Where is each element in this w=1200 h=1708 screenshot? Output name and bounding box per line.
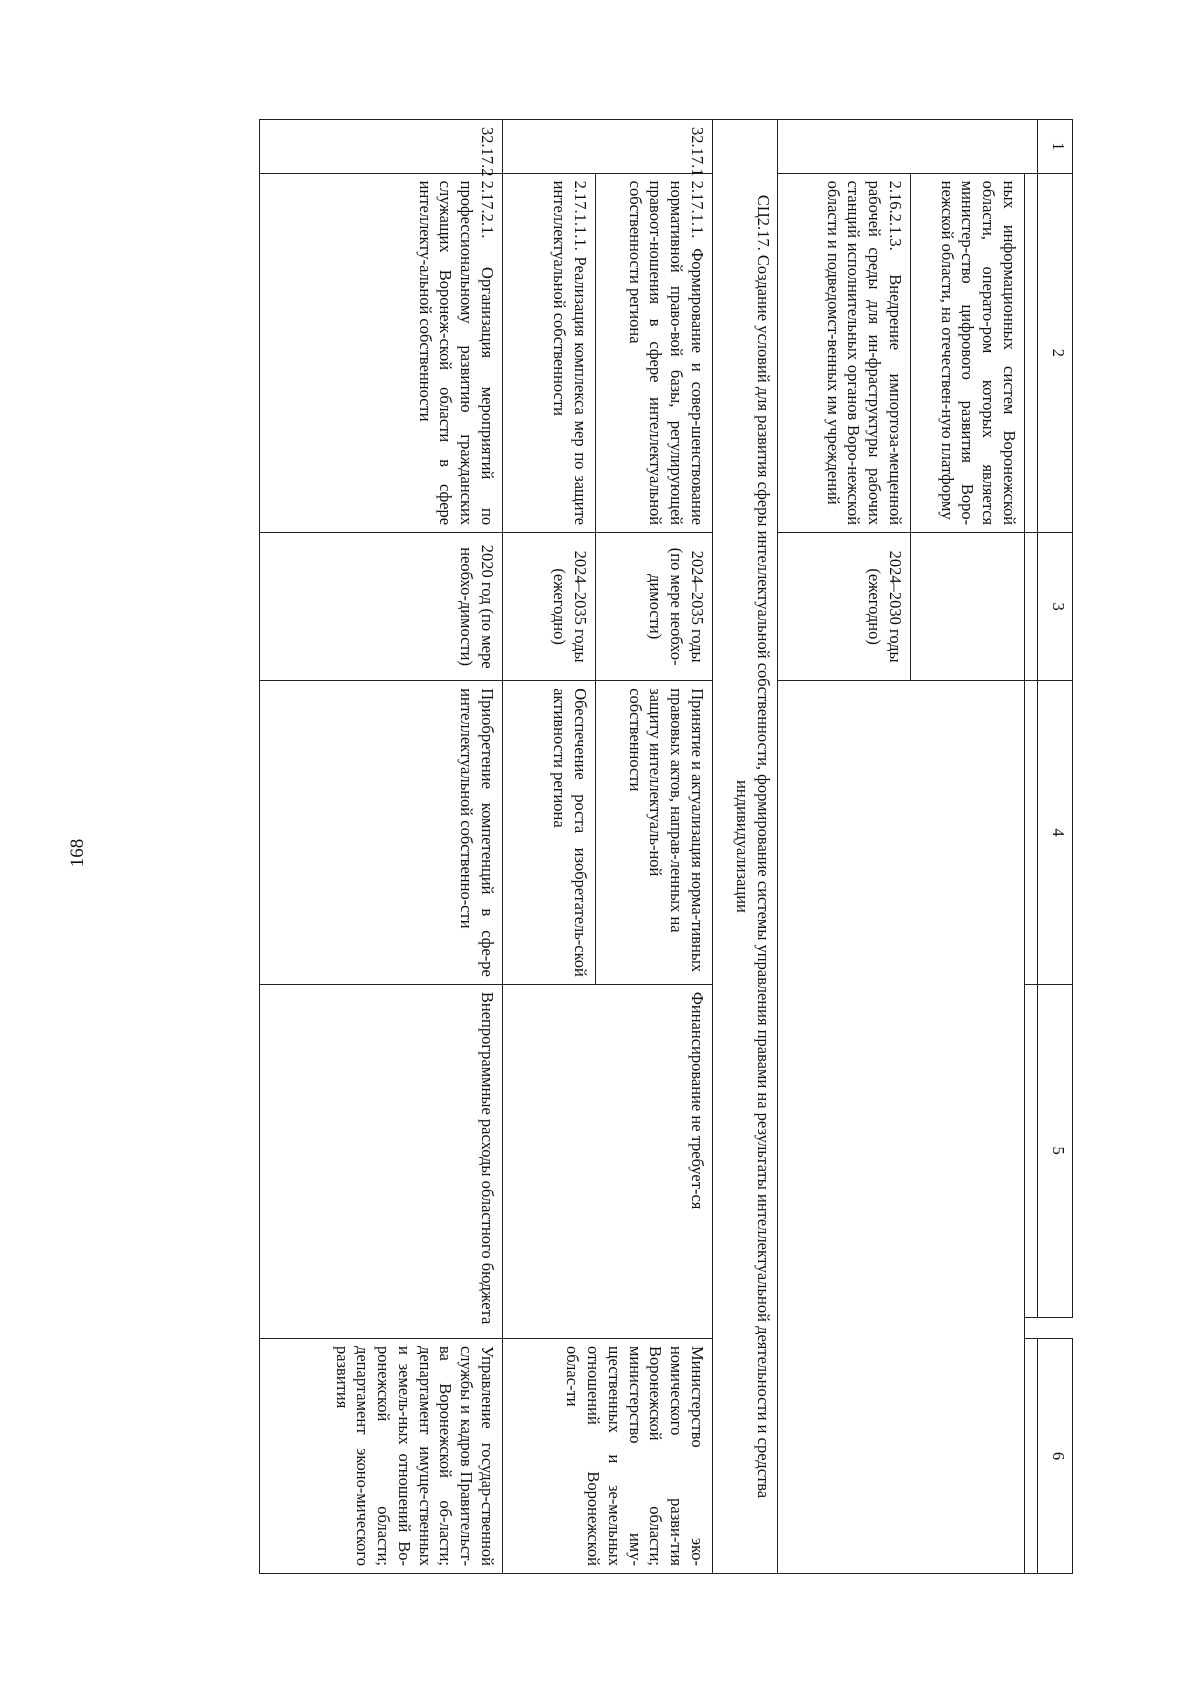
row-32-17-1-col-3: 2024–2035 годы (по мере необхо-димости) [596, 533, 713, 681]
row-32-17-1-col-6: Министерство эко-номического разви-тия Воронежской области; министерство иму-щественных и зе-мельных отношений Воронежской облас-ти [503, 1338, 713, 1573]
row-32-17-1-col-5: Финансирование не требует-ся [503, 984, 713, 1338]
header-row [1038, 120, 1073, 1574]
header-col-3: 3 [1038, 533, 1073, 681]
header-col-5: 5 [1038, 984, 1073, 1317]
continuation-row [911, 120, 1025, 1574]
row-2-16-2-1-3-col-2: 2.16.2.1.3. Внедрение импортоза-мещенной рабочей среды для ин-фраструктуры рабочих станций исполнительных органов Воро-нежской области и подведомст-венных им учреждений [778, 173, 911, 532]
row-32-17-2-number: 32.17.2 [260, 120, 503, 174]
section-row [713, 120, 778, 1574]
measures-table [259, 119, 1073, 1574]
rotated-table-container [160, 119, 1073, 1574]
header-col-2: 2 [1038, 173, 1073, 532]
row-32-17-2-col-2: 2.17.2.1. Организация мероприятий по профессиональному развитию гражданских служащих Воронеж-ской области в сфере интеллекту-альной собственности [260, 173, 503, 532]
row-32-17-2-col-3: 2020 год (по мере необхо-димости) [260, 533, 503, 681]
row-32-17-2-col-5: Внепрограммные расходы областного бюджета [260, 984, 503, 1338]
row-2-17-1-1-1-col-2: 2.17.1.1.1. Реализация комплекса мер по защите интеллектуальной собственности [503, 173, 596, 532]
continuation-col-2: ных информационных систем Воронежской области, операто-ром которых является министер-ство цифрового развития Воро-нежской области, на отечествен-ную платформу [911, 173, 1025, 532]
row-2-17-1-1-1-col-4: Обеспечение роста изобретатель-ской активности региона [503, 681, 596, 985]
page-number: 168 [67, 838, 88, 868]
row-32-17-2-col-4: Приобретение компетенций в сфе-ре интеллектуальной собственно-сти [260, 681, 503, 985]
row-32-17-1-col-2: 2.17.1.1. Формирование и совер-шенствование нормативной право-вой базы, регулирующей правоот-ношения в сфере интеллектуальной собственности региона [596, 173, 713, 532]
section-title: СЦ2.17. Создание условий для развития сферы интеллектуальной собственности, формирование системы управления правами на результаты интеллектуальной деятельности и средства индивидуализации [713, 120, 778, 1574]
row-32-17-1-number: 32.17.1 [503, 120, 713, 174]
header-gap [1038, 1317, 1073, 1338]
header-col-6: 6 [1038, 1338, 1073, 1573]
row-2-16-2-1-3-col-3: 2024–2030 годы (ежегодно) [778, 533, 911, 681]
header-col-4: 4 [1038, 681, 1073, 985]
header-col-1: 1 [1038, 120, 1073, 174]
row-32-17-2 [260, 120, 503, 1574]
spacer-row [1025, 120, 1038, 1574]
row-2-17-1-1-1-col-3: 2024–2035 годы (ежегодно) [503, 533, 596, 681]
row-32-17-1-col-4: Принятие и актуализация норма-тивных правовых актов, направ-ленных на защиту интеллектуаль-ной собственности [596, 681, 713, 985]
row-32-17-1 [596, 120, 713, 1574]
row-32-17-2-col-6: Управление государ-ственной службы и кадров Правительст-ва Воронежской об-ласти; департамент имуще-ственных и земель-ных отношений Во-ронежской области; департамент эконо-мического развития [260, 1338, 503, 1573]
